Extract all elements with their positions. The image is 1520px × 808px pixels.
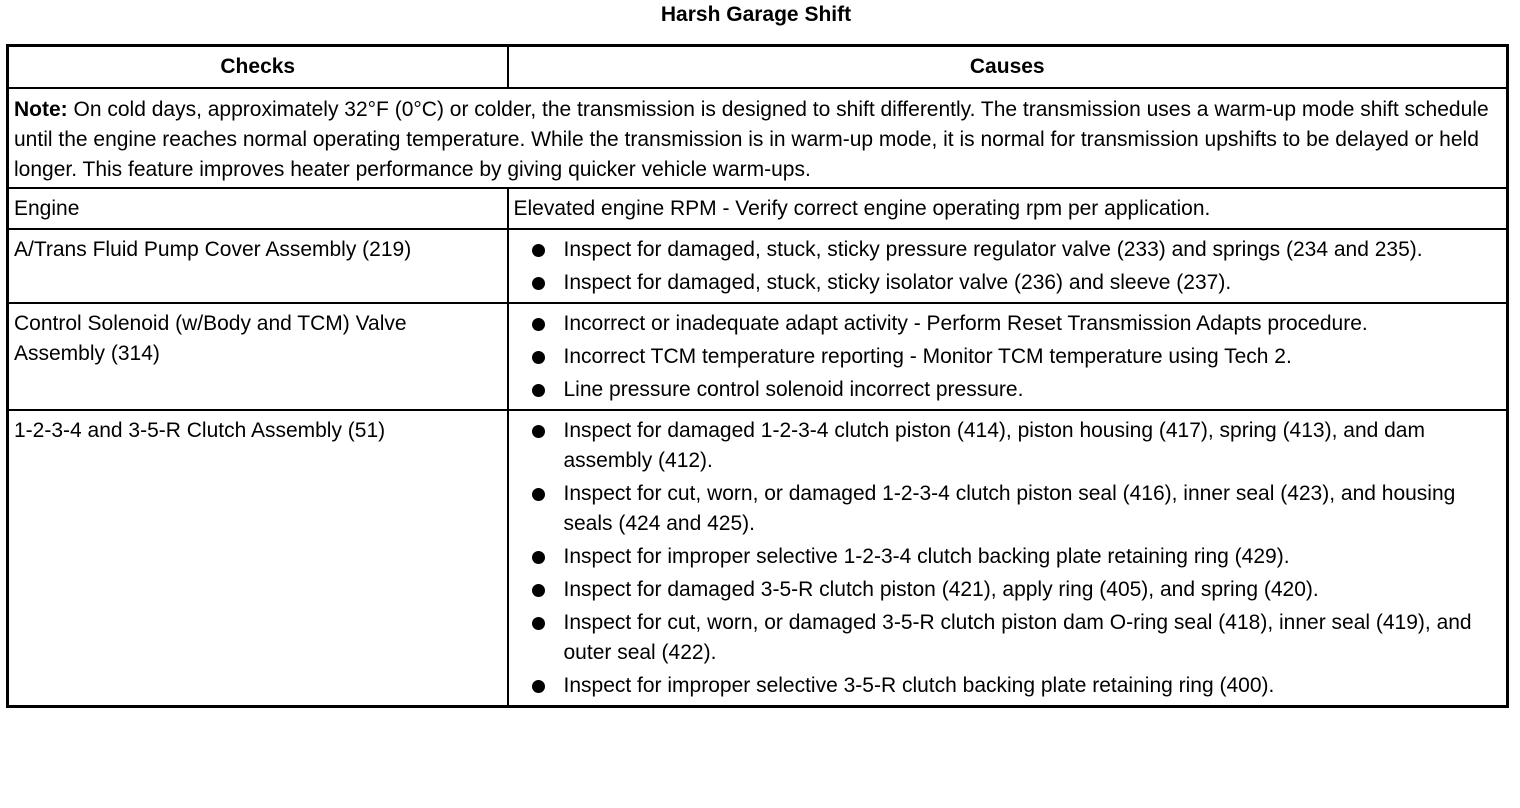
check-cell: Control Solenoid (w/Body and TCM) Valve Assembly (314) (8, 303, 508, 410)
table-row (8, 188, 1508, 229)
cause-item (514, 608, 1502, 668)
bullet-icon (532, 617, 545, 630)
table-row (8, 410, 1508, 707)
cause-cell (508, 410, 1508, 707)
bullet-icon (532, 244, 545, 257)
cause-text: Inspect for improper selective 3-5-R clutch backing plate retaining ring (400). (563, 674, 1275, 697)
cause-text: Inspect for damaged, stuck, sticky isolator valve (236) and sleeve (237). (563, 271, 1232, 294)
bullet-icon (532, 277, 545, 290)
table-row (8, 303, 1508, 410)
cause-text: Inspect for cut, worn, or damaged 3-5-R clutch piston dam O-ring seal (418), inner seal (419), and outer seal (422). (563, 611, 1472, 664)
table-row (8, 229, 1508, 303)
check-cell: 1-2-3-4 and 3-5-R Clutch Assembly (51) (8, 410, 508, 707)
bullet-icon (532, 351, 545, 364)
cause-text: Inspect for damaged 1-2-3-4 clutch piston (414), piston housing (417), spring (413), and dam assembly (412). (563, 419, 1425, 472)
bullet-icon (532, 551, 545, 564)
cause-item (514, 542, 1502, 572)
bullet-icon (532, 680, 545, 693)
cause-item (514, 309, 1502, 339)
cause-item (514, 575, 1502, 605)
cause-list (514, 235, 1502, 298)
bullet-icon (532, 318, 545, 331)
cause-cell (508, 229, 1508, 303)
cause-cell: Elevated engine RPM - Verify correct engine operating rpm per application. (508, 188, 1508, 229)
note-text: On cold days, approximately 32°F (0°C) or colder, the transmission is designed to shift differently. The transmission uses a warm-up mode shift schedule until the engine reaches normal operating temperature. While the transmission is in warm-up mode, it is normal for transmission upshifts to be delayed or held longer. This feature improves heater performance by giving quicker vehicle warm-ups. (14, 98, 1489, 181)
cause-text: Inspect for cut, worn, or damaged 1-2-3-4 clutch piston seal (416), inner seal (423), and housing seals (424 and 425). (563, 482, 1456, 535)
bullet-icon (532, 488, 545, 501)
cause-text: Incorrect TCM temperature reporting - Monitor TCM temperature using Tech 2. (563, 345, 1292, 368)
check-cell: A/Trans Fluid Pump Cover Assembly (219) (8, 229, 508, 303)
document-title: Harsh Garage Shift (660, 3, 852, 26)
cause-item (514, 342, 1502, 372)
bullet-icon (532, 384, 545, 397)
cause-list (514, 309, 1502, 405)
cause-item (514, 416, 1502, 476)
cause-cell (508, 303, 1508, 410)
note-cell (8, 88, 1508, 188)
cause-text: Incorrect or inadequate adapt activity - Perform Reset Transmission Adapts procedure. (563, 312, 1368, 335)
cause-text: Inspect for damaged 3-5-R clutch piston (421), apply ring (405), and spring (420). (563, 578, 1319, 601)
cause-list (514, 416, 1502, 701)
note-row (8, 88, 1508, 188)
table-header-row (8, 46, 1508, 89)
checks-column-header: Checks (8, 46, 508, 89)
cause-text: Line pressure control solenoid incorrect pressure. (563, 378, 1024, 401)
bullet-icon (532, 425, 545, 438)
check-cell: Engine (8, 188, 508, 229)
causes-column-header: Causes (508, 46, 1508, 89)
note-label: Note: (14, 98, 68, 121)
bullet-icon (532, 584, 545, 597)
cause-item (514, 479, 1502, 539)
cause-item (514, 671, 1502, 701)
diagnostic-table (6, 44, 1509, 708)
cause-item (514, 268, 1502, 298)
cause-text: Inspect for damaged, stuck, sticky pressure regulator valve (233) and springs (234 and 235). (563, 238, 1423, 261)
cause-text: Inspect for improper selective 1-2-3-4 clutch backing plate retaining ring (429). (563, 545, 1290, 568)
cause-item (514, 235, 1502, 265)
cause-item (514, 375, 1502, 405)
